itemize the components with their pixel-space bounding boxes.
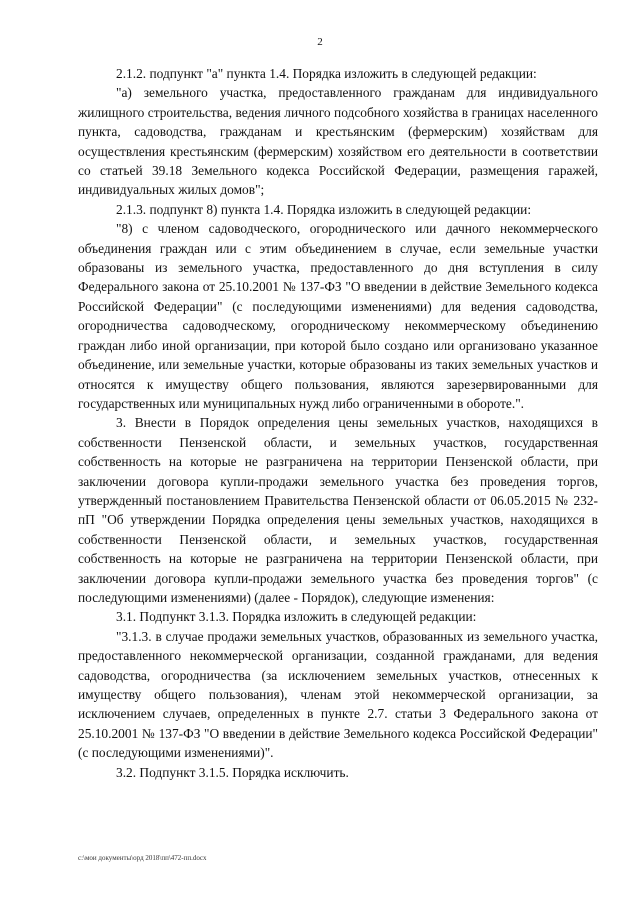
paragraph-3: 3. Внести в Порядок определения цены земельных участков, находящихся в собственности Пензенской области, и земельных участков, государственная собственность на которые не разграничена на территории Пензенской области, при заключении договора купли-продажи земельного участка без проведения торгов, утвержденный постановлением Правительства Пензенской области от 06.05.2015 № 232-пП "Об утверждении Порядка определения цены земельных участков, находящихся в собственности Пензенской области, и земельных участков, государственная собственность на которые не разграничена на территории Пензенской области, при заключении договора купли-продажи земельного участка без проведения торгов" (с последующими изменениями) (далее - Порядок), следующие изменения: bbox=[78, 415, 598, 605]
paragraph-3-2: 3.2. Подпункт 3.1.5. Порядка исключить. bbox=[116, 764, 349, 780]
page-number: 2 bbox=[317, 36, 323, 48]
paragraph-3-1: 3.1. Подпункт 3.1.3. Порядка изложить в следующей редакции: bbox=[116, 609, 477, 625]
footer-file-path: c:\мои документы\орд 2018\пп\472-пп.docx bbox=[78, 854, 207, 862]
document-body bbox=[78, 64, 598, 782]
paragraph-3-1-3-text: "3.1.3. в случае продажи земельных участков, образованных из земельного участка, предоставленного некоммерческой организации, созданной гражданами, для ведения садоводства, огородничества (за исключением земельных участков, отнесенных к имуществу общего пользования), членам этой некоммерческой организации, за исключением случаев, определенных в пункте 2.7. статьи 3 Федерального закона от 25.10.2001 № 137-ФЗ "О введении в действие Земельного кодекса Российской Федерации" (с последующими изменениями)". bbox=[78, 628, 598, 761]
paragraph-2-1-2: 2.1.2. подпункт "а" пункта 1.4. Порядка изложить в следующей редакции: bbox=[116, 66, 537, 81]
paragraph-subpoint-8-text: "8) с членом садоводческого, огороднического или дачного некоммерческого объединения граждан или с этим объединением в случае, если земельные участки образованы из земельного участка, предоставленного до дня вступления в силу Федерального закона от 25.10.2001 № 137-ФЗ "О введении в действие Земельного кодекса Российской Федерации" (с последующими изменениями) для ведения садоводства, огородничества садоводческому, огородническому некоммерческому объединению граждан либо иной организации, при которой было создано или организовано указанное объединение, или земельные участки, которые образованы из таких земельных участков и относятся к имуществу общего пользования, являются зарезервированными для государственных или муниципальных нужд либо ограниченными в обороте.". bbox=[78, 221, 598, 411]
paragraph-2-1-3: 2.1.3. подпункт 8) пункта 1.4. Порядка изложить в следующей редакции: bbox=[116, 201, 532, 217]
paragraph-subpoint-a-text: "а) земельного участка, предоставленного гражданам для индивидуального жилищного строительства, ведения личного подсобного хозяйства в границах населенного пункта, садоводства, гражданам и крестьянским (фермерским) хозяйствам для осуществления крестьянским (фермерским) хозяйством его деятельности в соответствии со статьей 39.18 Земельного кодекса Российской Федерации, размещения гаражей, индивидуальных жилых домов"; bbox=[78, 85, 598, 198]
